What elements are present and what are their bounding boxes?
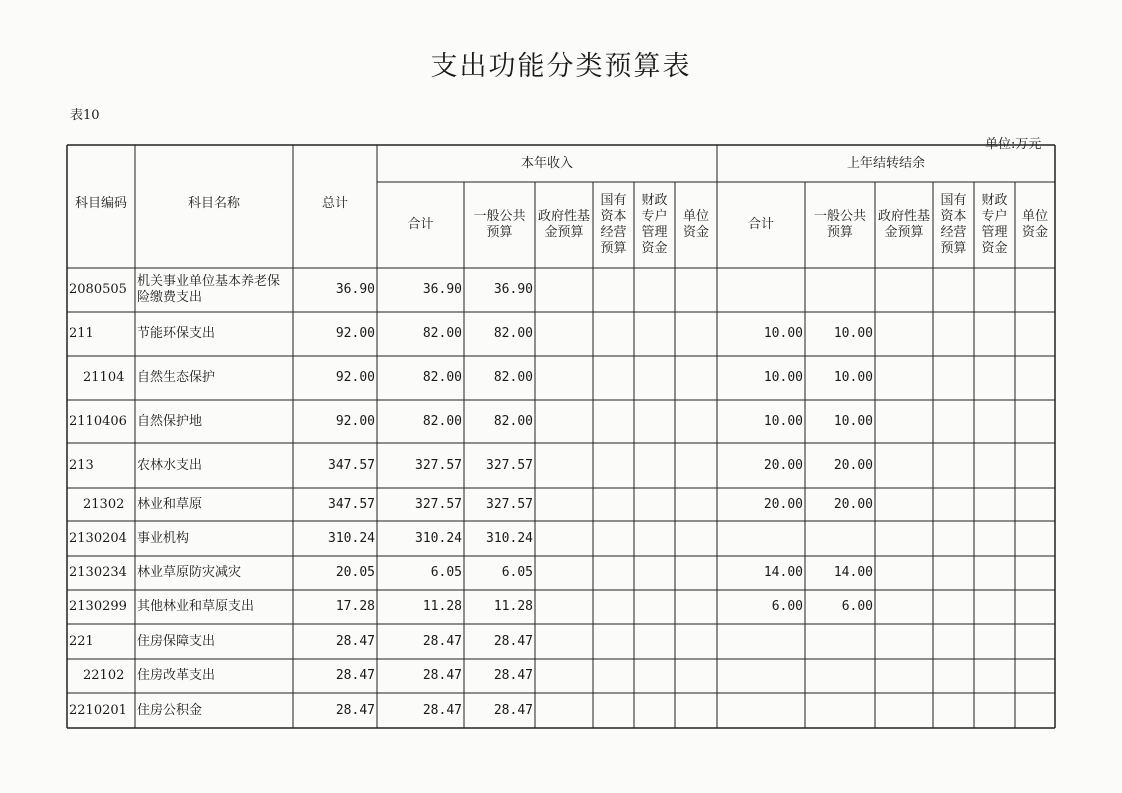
row-total: 347.57 [328, 457, 375, 473]
header-cy-col-line: 预算 [600, 241, 627, 256]
header-co-col-line: 政府性基 [877, 209, 930, 224]
row-cy-sum: 82.00 [422, 326, 462, 341]
row-name: 自然保护地 [137, 413, 203, 429]
header-cy-col [636, 182, 673, 268]
header-cy-col-line: 资本 [600, 209, 627, 224]
header-cy-col-line: 合计 [407, 217, 434, 232]
row-co-general [807, 624, 873, 659]
row-total: 92.00 [335, 326, 375, 341]
header-cy-col-line: 金预算 [544, 225, 584, 240]
row-cy-general: 6.05 [501, 565, 533, 580]
row-cy-general: 327.57 [486, 457, 533, 473]
header-cy-col-line: 资金 [682, 225, 709, 240]
table-number: 表10 [70, 108, 100, 123]
row-co-sum: 10.00 [763, 326, 803, 341]
row-cy-sum: 327.57 [415, 496, 462, 512]
header-cy-col-line: 国有 [600, 193, 627, 208]
row-code: 22102 [83, 668, 125, 683]
row-code: 2210201 [69, 702, 127, 718]
header-cy-col [379, 182, 462, 268]
row-name: 节能环保支出 [137, 326, 216, 341]
row-name: 住房改革支出 [137, 668, 216, 683]
header-co-col-line: 资金 [1021, 225, 1048, 240]
header-co-col-line: 资本 [940, 209, 967, 224]
header-cy-col-line: 单位 [682, 209, 709, 224]
header-carryover: 上年结转结余 [846, 155, 925, 171]
header-co-col-line: 单位 [1021, 209, 1048, 224]
header-co-col-line: 一般公共 [813, 209, 866, 224]
row-name: 农林水支出 [137, 457, 203, 473]
row-co-general [807, 659, 873, 693]
row-cy-general: 36.90 [493, 282, 533, 297]
row-total: 28.47 [335, 668, 375, 683]
row-co-sum: 10.00 [763, 370, 803, 385]
header-co-col-line: 专户 [981, 209, 1008, 224]
row-cy-sum: 36.90 [422, 282, 462, 297]
row-cy-sum: 28.47 [422, 633, 462, 649]
row-co-sum: 6.00 [771, 599, 803, 614]
header-co-col-line: 金预算 [884, 225, 924, 240]
row-co-general: 10.00 [833, 326, 873, 341]
header-cy-col-line: 预算 [486, 225, 513, 240]
page-title: 支出功能分类预算表 [430, 51, 692, 82]
row-cy-sum: 11.28 [422, 599, 462, 614]
header-name: 科目名称 [187, 195, 240, 211]
row-total: 92.00 [335, 413, 375, 429]
row-name: 机关事业单位基本养老保险缴费支出 [137, 274, 281, 305]
row-cy-sum: 327.57 [415, 457, 462, 473]
row-total: 347.57 [328, 496, 375, 512]
header-cy-col [537, 182, 591, 268]
header-code: 科目编码 [74, 195, 127, 211]
header-co-col [877, 182, 931, 268]
row-code: 2130204 [69, 530, 127, 546]
header-co-col-line: 财政 [981, 193, 1008, 208]
header-co-col [1017, 182, 1053, 268]
header-co-col-line: 管理 [981, 225, 1008, 240]
header-co-col-line: 国有 [940, 193, 967, 208]
header-cy-col-line: 财政 [641, 193, 668, 208]
row-cy-general: 28.47 [493, 633, 533, 649]
row-name: 住房公积金 [137, 702, 203, 718]
row-co-general: 10.00 [833, 370, 873, 385]
row-code: 2080505 [69, 282, 127, 297]
row-cy-sum: 28.47 [422, 668, 462, 683]
row-code: 221 [69, 633, 94, 649]
header-cy-col-line: 资金 [641, 241, 668, 256]
header-cy-col [595, 182, 632, 268]
row-name: 自然生态保护 [137, 370, 216, 385]
row-total: 310.24 [328, 530, 375, 546]
header-co-col [976, 182, 1013, 268]
row-cy-general: 28.47 [493, 668, 533, 683]
header-co-col [807, 182, 873, 268]
row-cy-general: 82.00 [493, 413, 533, 429]
row-co-general [807, 693, 873, 728]
row-co-sum [719, 268, 803, 312]
row-name: 事业机构 [137, 530, 190, 546]
row-co-sum [719, 659, 803, 693]
header-co-col [719, 182, 803, 268]
header-co-col [935, 182, 972, 268]
row-cy-sum: 28.47 [422, 702, 462, 718]
row-code: 2130299 [69, 599, 127, 614]
row-co-general: 10.00 [833, 413, 873, 429]
header-co-col-line: 合计 [747, 217, 774, 232]
header-total: 总计 [321, 195, 348, 211]
row-cy-general: 310.24 [486, 530, 533, 546]
row-code: 211 [69, 326, 94, 341]
header-cy-col [466, 182, 533, 268]
row-co-general: 20.00 [833, 496, 873, 512]
row-total: 17.28 [335, 599, 375, 614]
row-total: 28.47 [335, 702, 375, 718]
header-co-col-line: 预算 [940, 241, 967, 256]
row-co-general: 20.00 [833, 457, 873, 473]
row-co-sum: 10.00 [763, 413, 803, 429]
row-name: 林业草原防灾减灾 [137, 565, 242, 580]
row-total: 28.47 [335, 633, 375, 649]
row-cy-general: 82.00 [493, 370, 533, 385]
row-co-sum [719, 693, 803, 728]
header-co-col-line: 资金 [981, 241, 1008, 256]
header-cy-col-line: 经营 [600, 225, 627, 240]
header-co-col-line: 预算 [826, 225, 853, 240]
row-co-sum: 14.00 [763, 565, 803, 580]
row-co-general [807, 521, 873, 556]
row-name: 住房保障支出 [137, 633, 216, 649]
row-code: 21104 [83, 370, 125, 385]
row-code: 2110406 [69, 413, 127, 429]
row-cy-sum: 310.24 [415, 530, 462, 546]
row-co-general [807, 268, 873, 312]
header-co-col-line: 经营 [940, 225, 967, 240]
row-cy-general: 28.47 [493, 702, 533, 718]
row-total: 20.05 [335, 565, 375, 580]
row-name: 林业和草原 [137, 496, 203, 512]
row-co-sum: 20.00 [763, 457, 803, 473]
row-total: 36.90 [335, 282, 375, 297]
row-cy-general: 82.00 [493, 326, 533, 341]
header-cy-col-line: 一般公共 [473, 209, 526, 224]
row-co-sum: 20.00 [763, 496, 803, 512]
row-code: 213 [69, 457, 94, 473]
header-cy-col [677, 182, 715, 268]
header-cy-col-line: 管理 [641, 225, 668, 240]
header-cy-col-line: 专户 [641, 209, 668, 224]
row-code: 21302 [83, 496, 125, 512]
row-cy-sum: 82.00 [422, 370, 462, 385]
row-cy-general: 11.28 [493, 599, 533, 614]
row-co-general: 14.00 [833, 565, 873, 580]
row-co-sum [719, 624, 803, 659]
row-code: 2130234 [69, 565, 127, 580]
row-cy-sum: 82.00 [422, 413, 462, 429]
row-co-sum [719, 521, 803, 556]
row-cy-sum: 6.05 [430, 565, 462, 580]
row-co-general: 6.00 [841, 599, 873, 614]
row-cy-general: 327.57 [486, 496, 533, 512]
row-name: 其他林业和草原支出 [137, 599, 255, 614]
header-current-year: 本年收入 [520, 155, 573, 171]
header-cy-col-line: 政府性基 [537, 209, 590, 224]
unit-label: 单位:万元 [985, 137, 1042, 152]
row-total: 92.00 [335, 370, 375, 385]
